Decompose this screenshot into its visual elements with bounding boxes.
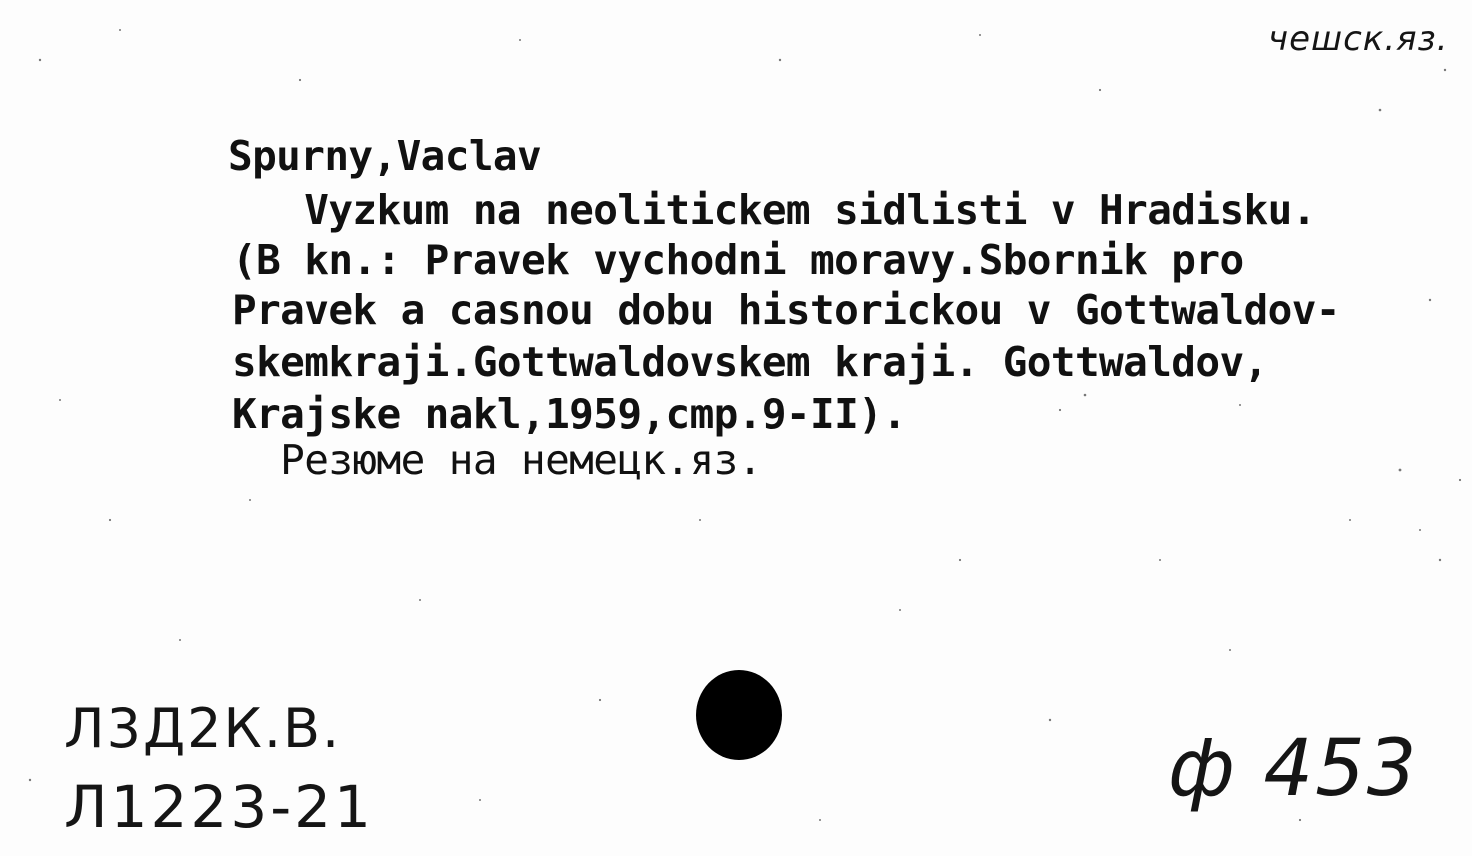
punch-hole bbox=[696, 670, 782, 760]
catalog-number: ф 453 bbox=[1168, 724, 1419, 814]
shelfmark: Л3Д2К.В. bbox=[64, 697, 342, 760]
entry-line: Krajske nakl,1959,cmp.9-II). bbox=[232, 390, 907, 438]
entry-line: skemkraji.Gottwaldovskem kraji. Gottwaldov, bbox=[232, 338, 1268, 386]
entry-line: (B kn.: Pravek vychodni moravy.Sbornik pro bbox=[232, 236, 1244, 284]
summary-note: Резюме на немецк.яз. bbox=[232, 436, 762, 484]
entry-line: Vyzkum na neolitickem sidlisti v Hradisku. bbox=[232, 186, 1316, 234]
entry-line: Pravek a casnou dobu historickou v Gottwaldov- bbox=[232, 286, 1340, 334]
shelfmark: Л1223-21 bbox=[64, 773, 374, 841]
language-note: чешск.яз. bbox=[1268, 19, 1449, 59]
author-heading: Spurny,Vaclav bbox=[228, 132, 542, 180]
